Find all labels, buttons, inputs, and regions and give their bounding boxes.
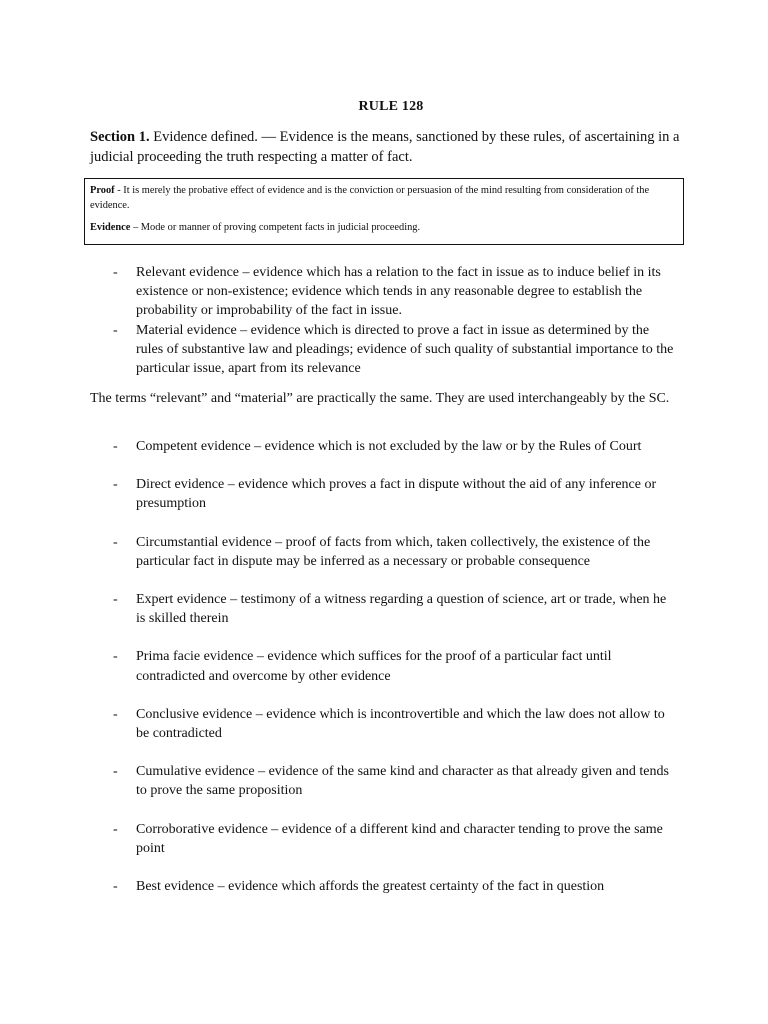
definitions-box bbox=[84, 178, 684, 245]
list-item-text: Relevant evidence – evidence which has a relation to the fact in issue as to induce belief in its existence or non-existence; evidence which tends in any reasonable degree to establish the probability or improbability of the fact in issue. bbox=[136, 265, 661, 319]
list-item-text: Conclusive evidence – evidence which is incontrovertible and which the law does not allow to be contradicted bbox=[136, 706, 665, 742]
list-item-text: Expert evidence – testimony of a witness regarding a question of science, art or trade, when he is skilled therein bbox=[136, 592, 667, 627]
list-marker: - bbox=[113, 534, 118, 550]
list-item bbox=[113, 820, 678, 858]
list-item bbox=[113, 263, 678, 321]
list-item-text: Best evidence – evidence which affords the greatest certainty of the fact in question bbox=[136, 879, 605, 895]
list-item bbox=[113, 877, 678, 896]
list-item-text: Prima facie evidence – evidence which suffices for the proof of a particular fact until contradicted and overcome by other evidence bbox=[136, 649, 612, 684]
evidence-text: – Mode or manner of proving competent facts in judicial proceeding. bbox=[130, 222, 421, 233]
proof-definition bbox=[90, 183, 678, 213]
list-marker: - bbox=[113, 477, 118, 493]
list-item bbox=[113, 590, 678, 628]
interchangeable-paragraph: The terms “relevant” and “material” are practically the same. They are used interchangeably by the SC. bbox=[90, 391, 670, 406]
list-item bbox=[113, 705, 678, 743]
list-marker: - bbox=[113, 879, 118, 895]
list-marker: - bbox=[113, 439, 118, 454]
proof-term: Proof bbox=[90, 185, 115, 196]
rule-title: RULE 128 bbox=[358, 99, 424, 114]
list-marker: - bbox=[113, 649, 118, 665]
list-item bbox=[113, 475, 678, 513]
list-item-text: Material evidence – evidence which is directed to prove a fact in issue as determined by the rules of substantive law and pleadings; evidence of such quality of substantial importance to the particular issue, apart from its relevance bbox=[136, 322, 674, 377]
list-marker: - bbox=[113, 764, 118, 780]
list-item-text: Competent evidence – evidence which is not excluded by the law or by the Rules of Court bbox=[136, 439, 642, 454]
list-marker: - bbox=[113, 322, 118, 338]
list-marker: - bbox=[113, 706, 118, 722]
list-marker: - bbox=[113, 821, 118, 837]
evidence-term: Evidence bbox=[90, 222, 131, 233]
list-item-text: Circumstantial evidence – proof of facts from which, taken collectively, the existence of the particular fact in dispute may be inferred as a necessary or probable consequence bbox=[136, 534, 651, 569]
list-marker: - bbox=[113, 592, 118, 608]
list-item bbox=[113, 533, 678, 571]
list-item bbox=[113, 437, 678, 456]
proof-text: - It is merely the probative effect of evidence and is the conviction or persuasion of the mind resulting from consideration of the evidence. bbox=[90, 185, 650, 211]
section-text: Evidence defined. — Evidence is the means, sanctioned by these rules, of ascertaining in a judicial proceeding the truth respecting a matter of fact. bbox=[90, 129, 680, 165]
list-item-text: Cumulative evidence – evidence of the same kind and character as that already given and tends to prove the same proposition bbox=[136, 764, 669, 799]
section-definition bbox=[90, 128, 690, 167]
evidence-definition bbox=[90, 220, 678, 235]
section-label: Section 1. bbox=[90, 129, 150, 145]
list-item bbox=[113, 762, 678, 800]
evidence-types-list bbox=[113, 437, 678, 915]
list-marker: - bbox=[113, 265, 118, 280]
list-item bbox=[113, 647, 678, 685]
list-item-text: Corroborative evidence – evidence of a different kind and character tending to prove the same point bbox=[136, 821, 663, 856]
relevance-list bbox=[113, 263, 678, 378]
list-item bbox=[113, 321, 678, 379]
list-item-text: Direct evidence – evidence which proves a fact in dispute without the aid of any inference or presumption bbox=[136, 477, 657, 512]
